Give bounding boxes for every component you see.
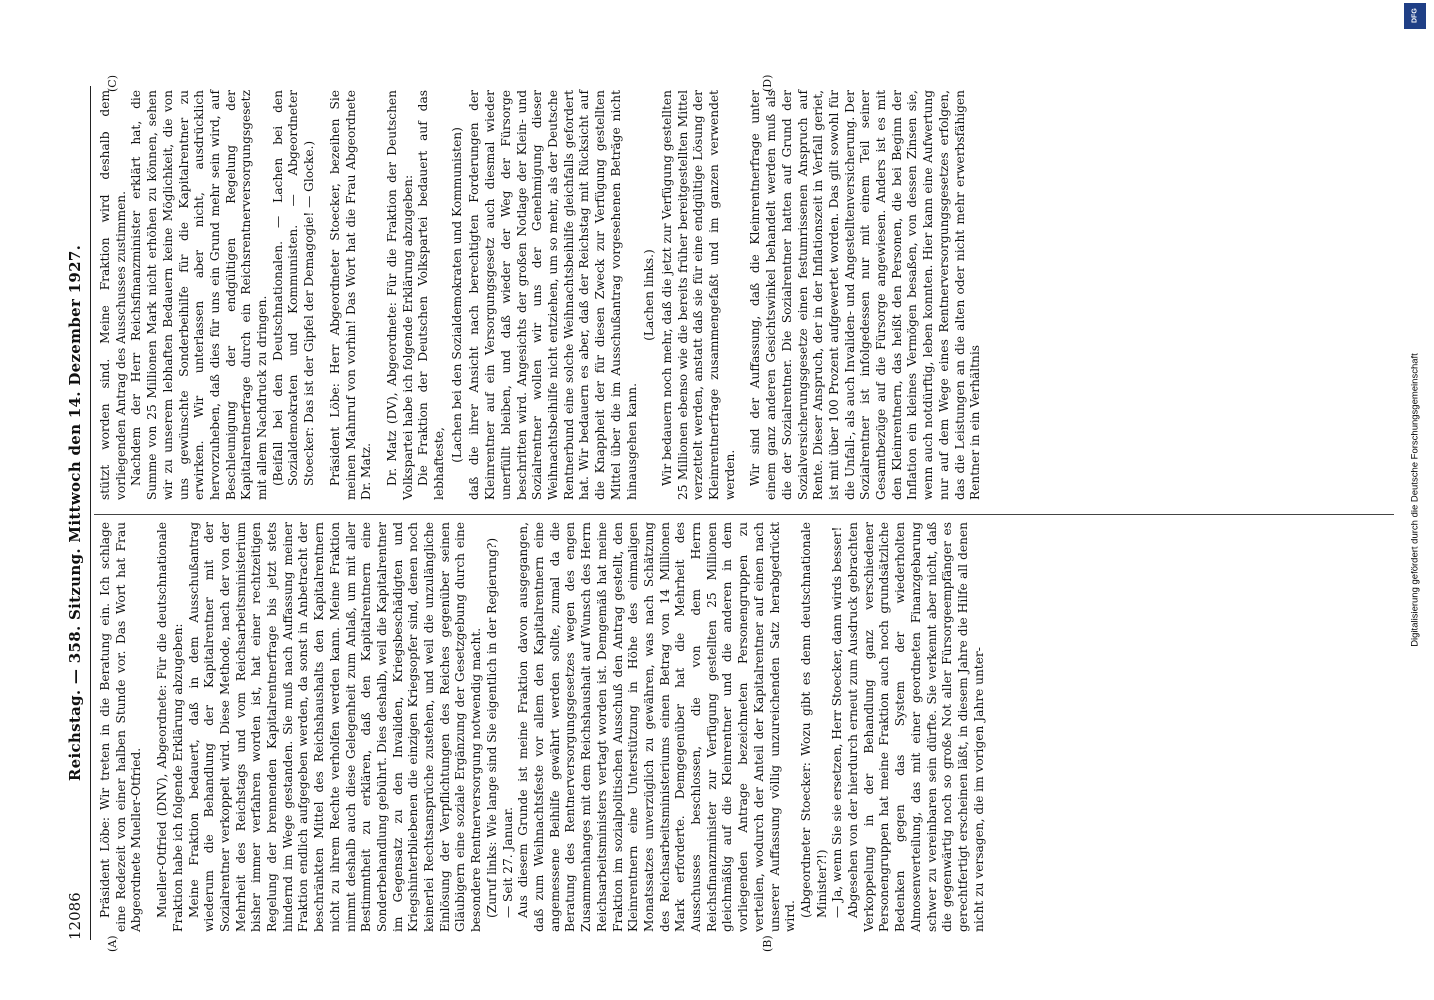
paragraph: Wir bedauern noch mehr, daß die jetzt zur Verfügung gestellten 25 Millionen ebenso wie die bereits früher bereitgestellten Mittel verzettelt werden, anstatt daß sie für eine endgültige Lösung der Kleinrentnerfrage zusammengefaßt und im ganzen verwendet werden. [659, 90, 737, 500]
right-column [98, 90, 984, 500]
interjection: (Abgeordneter Stoecker: Wozu gibt es denn deutschnationale Minister?!) [798, 522, 829, 918]
paragraph: Wir sind der Auffassung, daß die Kleinrentnerfrage unter einem ganz anderen Gesichtswinkel behandelt werden muß als die der Sozialrentner. Die Sozialrentner hatten auf Grund der Sozialversicherungsgesetze einen festumrissenen Anspruch auf Rente. Dieser Anspruch, der in der Inflationszeit in Verfall geriet, ist mit über 100 Prozent aufgewertet worden. Das gilt sowohl für die Unfall-, als auch Invaliden- und Angestelltenversicherung. Der Sozialrentner ist infolgedessen nur mit einem Teil seiner Gesamtbezüge auf die Fürsorge angewiesen. Anders ist es mit den Kleinrentnern, das heißt den Personen, die bei Beginn der Inflation ein kleines Vermögen besaßen, von dessen Zinsen sie, wenn auch notdürftig, leben konnten. Hier kann eine Aufwertung nur auf dem Wege eines Rentnerversorgungsgesetzes erfolgen, das die Leistungen an die alten oder nicht mehr erwerbsfähigen Rentner in ein Verhältnis [748, 90, 983, 500]
interjection: (Beifall bei den Deutschnationalen. — Lachen bei den Sozialdemokraten und Kommunisten. — Abgeordneter Stoecker: Das ist der Gipfel der Demagogie! — Glocke.) [270, 90, 317, 486]
interjection: (Lachen links.) [642, 249, 657, 341]
paragraph: Die Fraktion der Deutschen Volkspartei bedauert auf das lebhafteste, [416, 90, 447, 500]
page-header [66, 86, 88, 940]
margin-letter-c: (C) [106, 75, 119, 92]
margin-letter-d: (D) [761, 74, 774, 92]
left-column [98, 522, 987, 932]
paragraph: — Seit 27. Januar. [500, 806, 515, 918]
margin-letter-b: (B) [761, 935, 774, 952]
dfg-logo: DFG [1404, 3, 1426, 29]
page-title: Reichstag. — 358. Sitzung. Mittwoch den 14. Dezember 1927. [66, 244, 84, 782]
interjection: (Zuruf links: Wie lange sind Sie eigentlich in der Regierung?) [484, 537, 499, 918]
margin-letter-a: (A) [106, 935, 119, 952]
paragraph: — Ja, wenn Sie sie ersetzen, Herr Stoecker, dann wirds besser! [830, 526, 845, 918]
paragraph: Dr. Matz (DV), Abgeordnete: Für die Fraktion der Deutschen Volkspartei habe ich folgende Erklärung abzugeben: [384, 90, 415, 500]
paragraph: Präsident Löbe: Herr Abgeordneter Stoecker, bezeihen Sie meinen Mahnruf von vorhin! Das Wort hat die Frau Abgeordnete Dr. Matz. [327, 90, 374, 500]
paragraph: Nachdem der Herr Reichsfinanzminister erklärt hat, die Summe von 25 Millionen Mark nicht erhöhen zu können, sehen wir zu unserem lebhaften Bedauern keine Möglichkeit, die von uns gewünschte Sonderbeihilfe für die Kapitalrentner zu erwirken. Wir unterlassen aber nicht, ausdrücklich hervorzuheben, daß dies für uns ein Grund mehr sein wird, auf Beschleunigung der endgültigen Regelung der Kapitalrentnerfrage durch ein Reichsrentnerversorgungsgesetz mit allem Nachdruck zu dringen. [129, 90, 270, 500]
paragraph: Aus diesem Grunde ist meine Fraktion davon ausgegangen, daß zum Weihnachtsfeste vor allem den Kapitalrentnern eine angemessene Beihilfe gewährt werden sollte, zumal da die Beratung des Rentnerversorgungsgesetzes wegen des engen Zusammenhanges mit dem Reichshaushalt auf Wunsch des Herrn Reichsarbeitsministers vertagt worden ist. Demgemäß hat meine Fraktion im sozialpolitischen Ausschuß den Antrag gestellt, den Kleinrentnern eine Unterstützung in Höhe des einmaligen Monatssatzes unverzüglich zu gewähren, was nach Schätzung des Reichsarbeitsministeriums einen Betrag von 14 Millionen Mark erforderte. Demgegenüber hat die Mehrheit des Ausschusses beschlossen, die von dem Herrn Reichsfinanzminister zur Verfügung gestellten 25 Millionen gleichmäßig auf die Kleinrentner und die anderen in dem vorliegenden Antrage bezeichneten Personengruppen zu verteilen, wodurch der Anteil der Kapitalrentner auf einen nach unserer Auffassung völlig unzureichenden Satz herabgedrückt wird. [516, 522, 798, 932]
paragraph: stützt worden sind. Meine Fraktion wird deshalb dem vorliegenden Antrag des Ausschusses zustimmen. [98, 90, 128, 500]
paragraph: Präsident Löbe: Wir treten in die Beratung ein. Ich schlage eine Redezeit von einer halben Stunde vor. Das Wort hat Frau Abgeordnete Mueller-Otfried. [98, 522, 144, 932]
paragraph: daß die ihrer Ansicht nach berechtigten Forderungen der Kleinrentner auf ein Versorgungsgesetz auch diesmal wieder unerfüllt bleiben, und daß wieder der Weg der Fürsorge beschritten wird. Angesichts der großen Notlage der Klein- und Sozialrentner wollen wir uns der Genehmigung dieser Weihnachtsbeihilfe nicht entziehen, um so mehr, als der Deutsche Rentnerbund eine solche Weihnachtsbeihilfe gleichfalls gefordert hat. Wir bedauern es aber, daß der Reichstag mit Rücksicht auf die Knappheit der für diesen Zweck zur Verfügung gestellten Mittel über die im Ausschußantrag vorgesehenen Beträge nicht hinausgehen kann. [467, 90, 639, 500]
interjection: (Lachen bei den Sozialdemokraten und Kommunisten) [449, 127, 464, 463]
page-number: 12086 [66, 892, 84, 940]
paragraph: Mueller-Otfried (DNV), Abgeordnete: Für die deutschnationale Fraktion habe ich folgende Erklärung abzugeben: [155, 522, 185, 932]
column-divider [94, 514, 1394, 515]
credit-text: Digitalisierung gefördert durch die Deutsche Forschungsgemeinschaft [1409, 353, 1421, 647]
document-page [66, 74, 1396, 952]
paragraph: Meine Fraktion bedauert, daß in dem Ausschußantrag wiederum die Behandlung der Kapitalrentner mit der Sozialrentner verkoppelt wird. Diese Methode, nach der von der Mehrheit des Reichstags und vom Reichsarbeitsministerium bisher immer verfahren worden ist, hat einer rechtzeitigen Regelung der brennenden Kapitalrentnerfrage bis jetzt stets hindernd im Wege gestanden. Sie muß nach Auffassung meiner Fraktion endlich aufgegeben werden, da sonst in Anbetracht der beschränkten Mittel des Reichshaushalts den Kapitalrentnern nicht zu ihrem Rechte verholfen werden kann. Meine Fraktion nimmt deshalb auch diese Gelegenheit zum Anlaß, um mit aller Bestimmtheit zu erklären, daß den Kapitalrentnern eine Sonderbehandlung gebührt. Dies deshalb, weil die Kapitalrentner im Gegensatz zu den Invaliden, Kriegsbeschädigten und Kriegshinterbliebenen die einzigen Kriegsopfer sind, denen noch keinerlei Rechtsansprüche zustehen, und weil die unzulängliche Einlösung der Verpflichtungen des Reiches gegenüber seinen Gläubigern eine soziale Ergänzung der Gesetzgebung durch eine besondere Rentnerversorgung notwendig macht. [186, 522, 484, 932]
paragraph: Abgesehen von der hierdurch erneut zum Ausdruck gebrachten Verkoppelung in der Behandlung ganz verschiedener Personengruppen hat meine Fraktion auch noch grundsätzliche Bedenken gegen das System der wiederholten Almosenverteilung, das mit einer geordneten Finanzgebarung schwer zu vereinbaren sein dürfte. Sie verkennt aber nicht, daß die gegenwärtig noch so große Not aller Fürsorgeempfänger es gerechtfertigt erscheinen läßt, in diesem Jahre die Hilfe all denen nicht zu versagen, die im vorigen Jahre unter- [846, 522, 986, 932]
header-rule [90, 86, 91, 940]
